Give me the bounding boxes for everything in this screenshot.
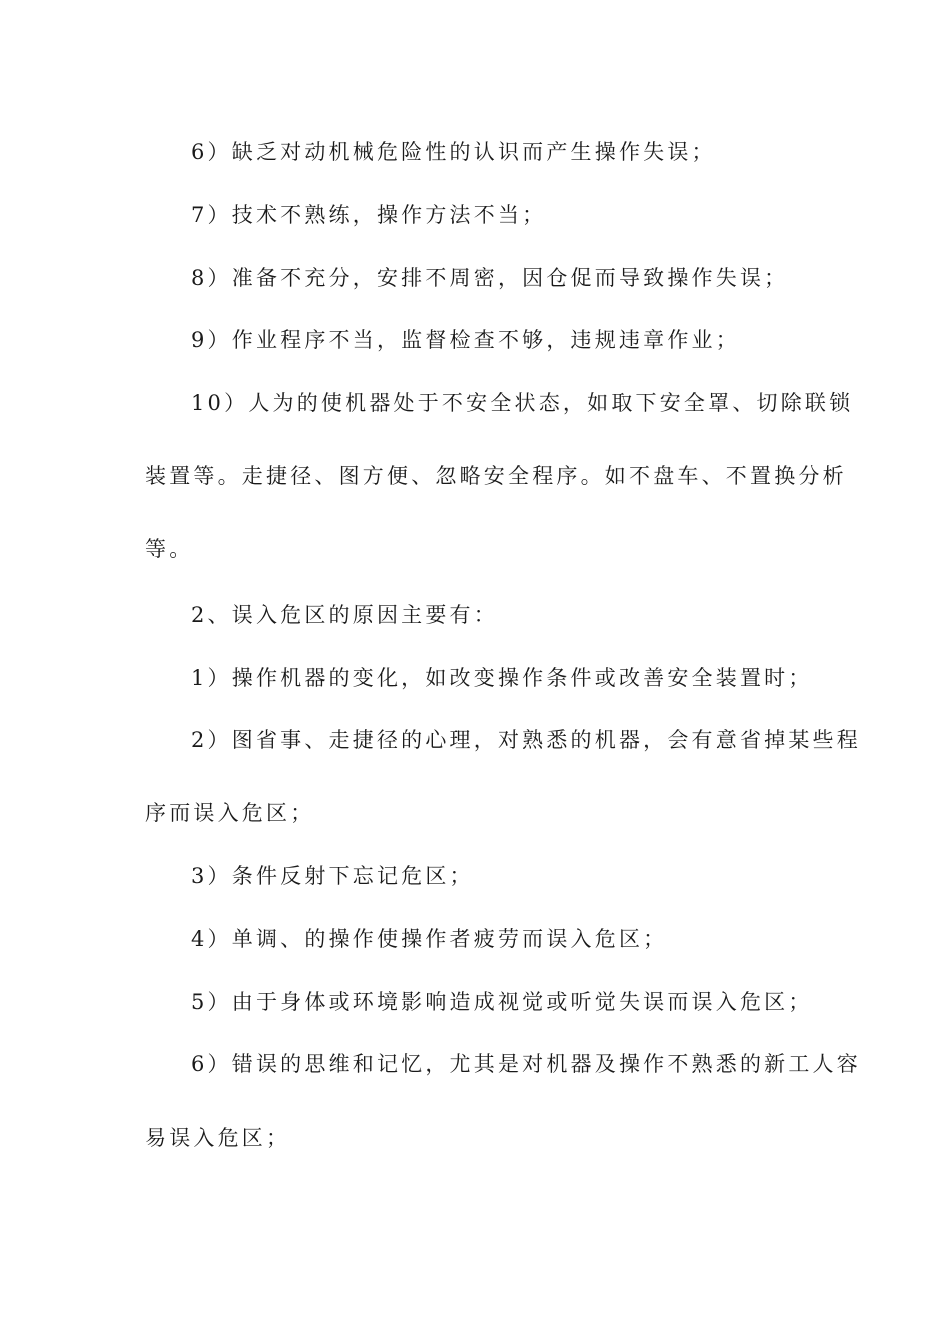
list-item: 8）准备不充分，安排不周密，因仓促而导致操作失误； xyxy=(191,266,789,290)
list-item: 1）操作机器的变化，如改变操作条件或改善安全装置时； xyxy=(191,666,813,690)
list-item: 7）技术不熟练，操作方法不当； xyxy=(191,203,547,227)
paragraph-continuation: 易误入危区； xyxy=(145,1126,291,1150)
list-item: 6）错误的思维和记忆，尤其是对机器及操作不熟悉的新工人容 xyxy=(191,1052,861,1076)
list-item: 9）作业程序不当，监督检查不够，违规违章作业； xyxy=(191,328,740,352)
paragraph-continuation: 等。 xyxy=(145,537,194,561)
list-item: 3）条件反射下忘记危区； xyxy=(191,864,474,888)
section-heading: 2、误入危区的原因主要有： xyxy=(191,603,498,627)
list-item: 10）人为的使机器处于不安全状态，如取下安全罩、切除联锁 xyxy=(191,391,854,415)
paragraph-continuation: 装置等。走捷径、图方便、忽略安全程序。如不盘车、不置换分析 xyxy=(145,464,847,488)
list-item: 2）图省事、走捷径的心理，对熟悉的机器，会有意省掉某些程 xyxy=(191,728,861,752)
list-item: 5）由于身体或环境影响造成视觉或听觉失误而误入危区； xyxy=(191,990,813,1014)
paragraph-continuation: 序而误入危区； xyxy=(145,801,315,825)
list-item: 4）单调、的操作使操作者疲劳而误入危区； xyxy=(191,927,668,951)
list-item: 6）缺乏对动机械危险性的认识而产生操作失误； xyxy=(191,140,716,164)
